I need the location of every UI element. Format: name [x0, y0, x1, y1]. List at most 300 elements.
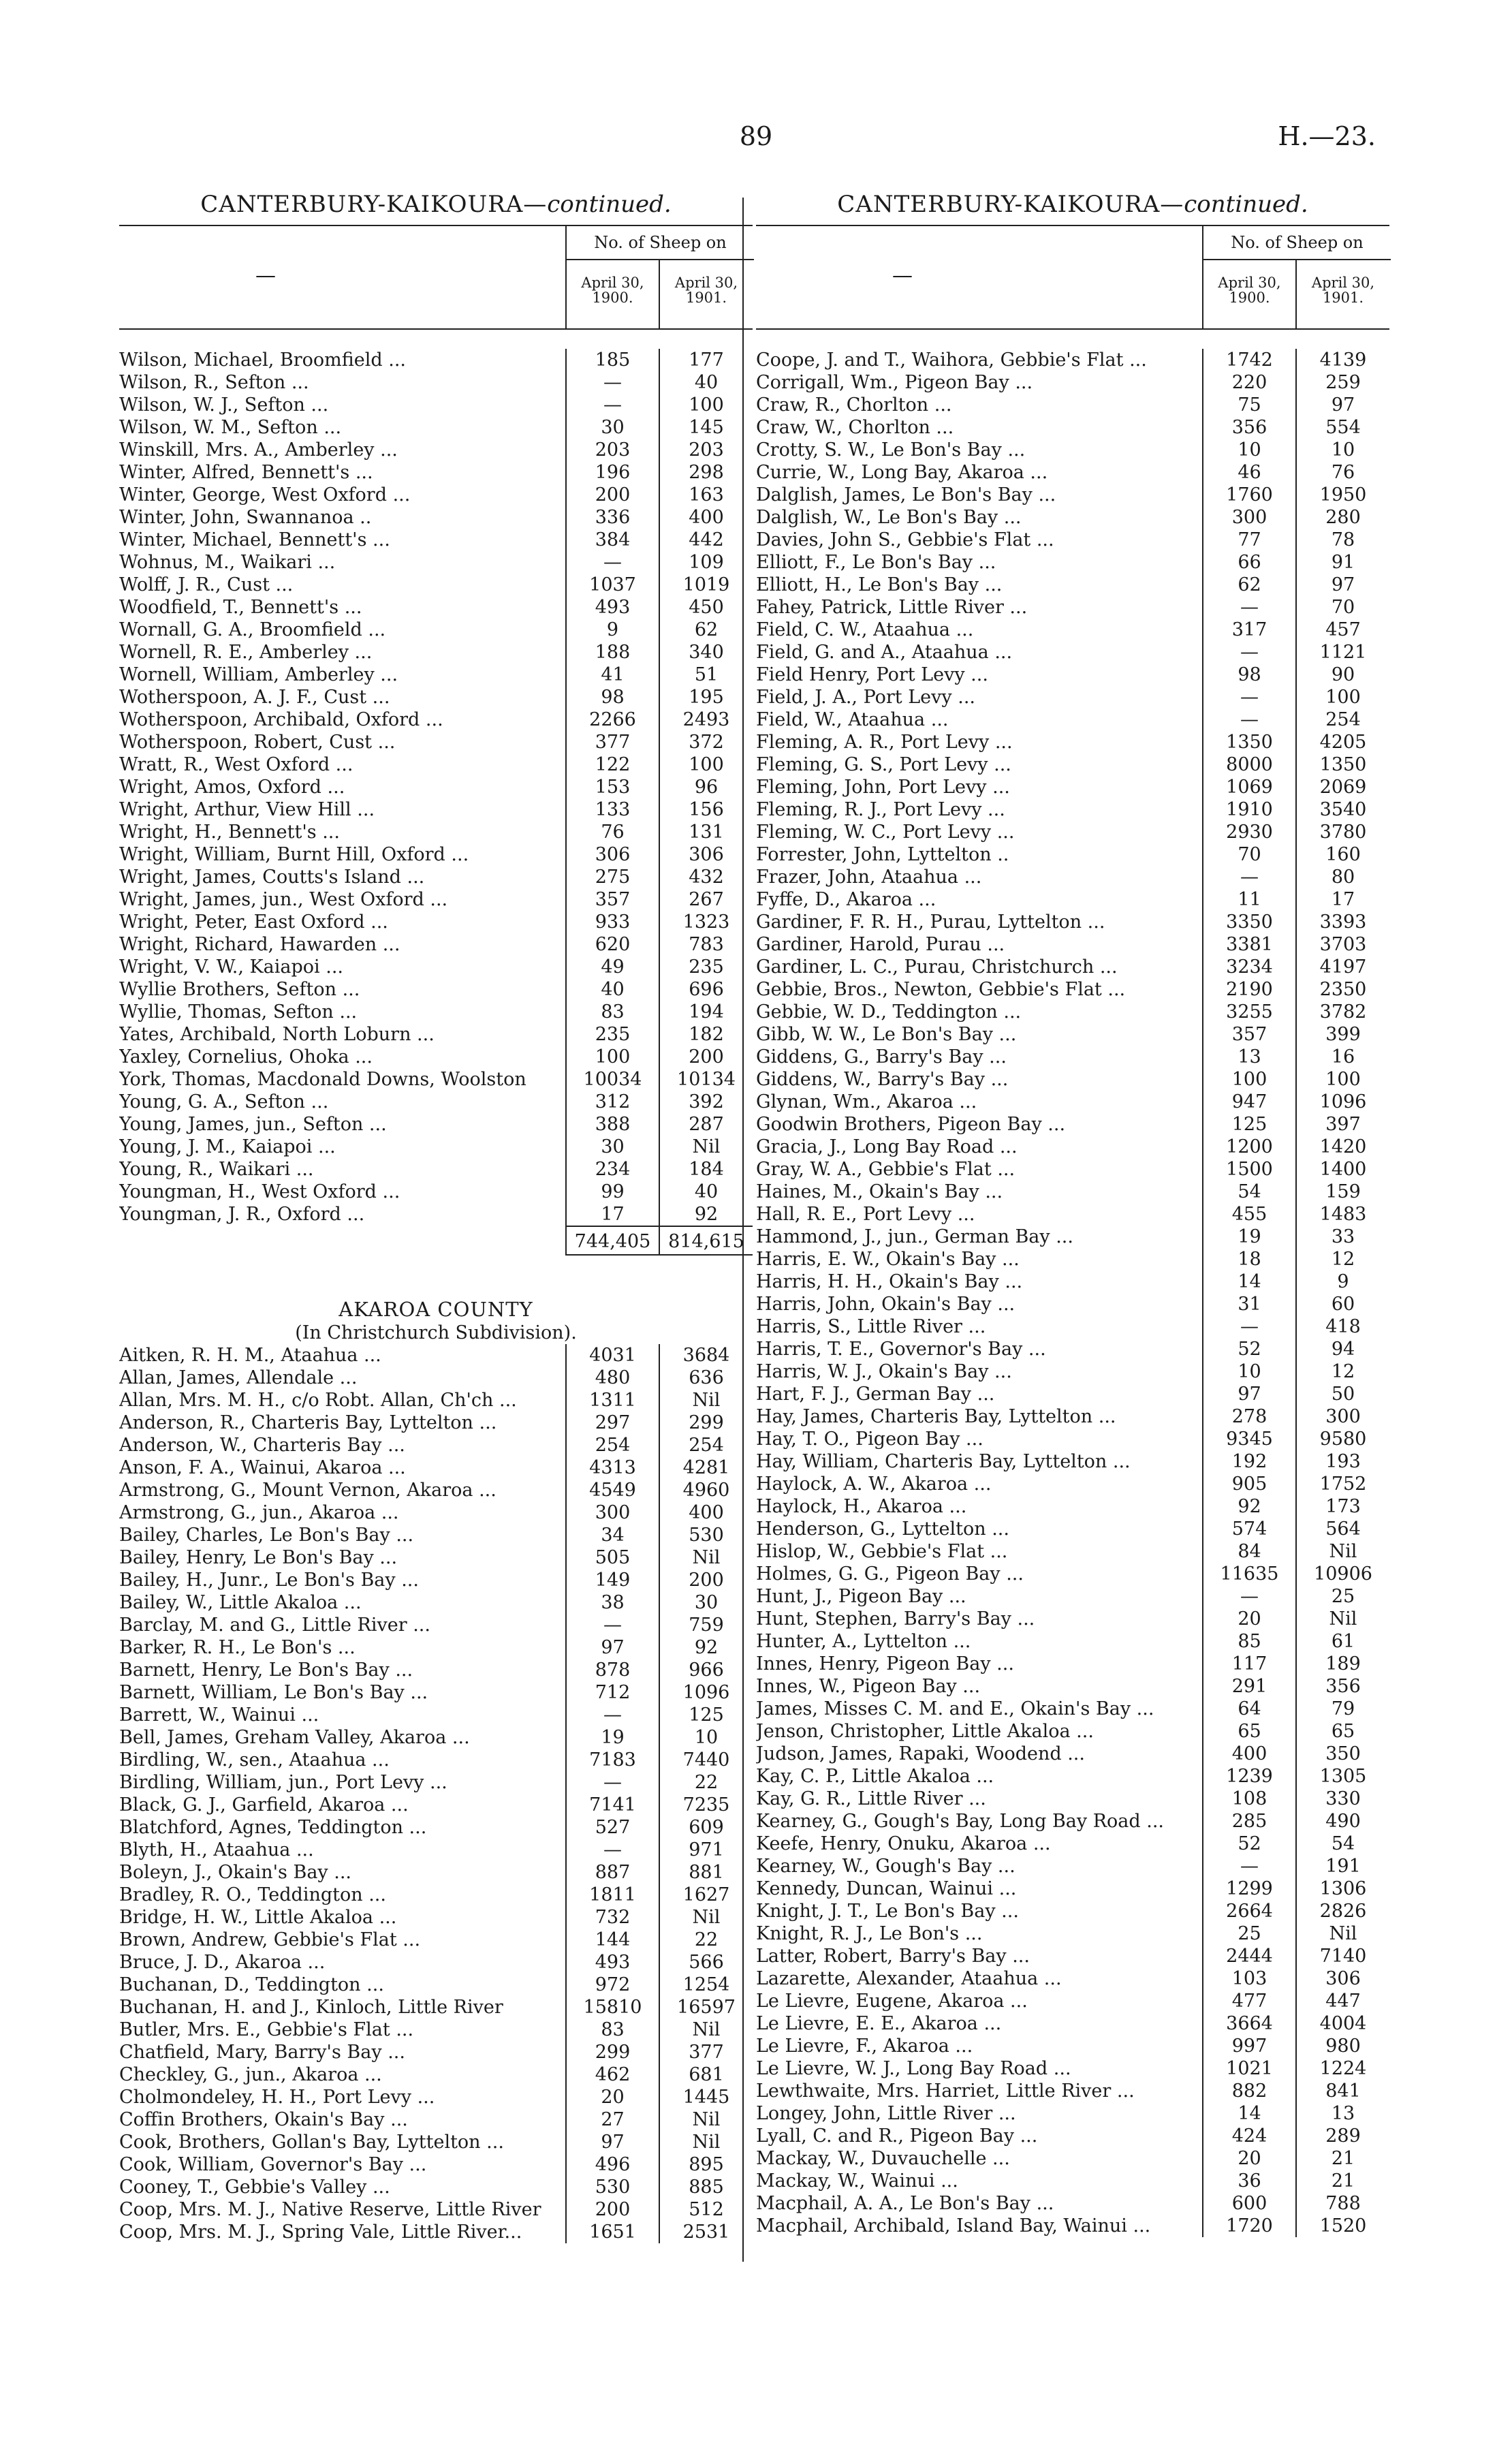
- owner-name: Field, W., Ataahua ...: [756, 709, 949, 730]
- owner-name: Hunt, J., Pigeon Bay ...: [756, 1586, 966, 1607]
- table-row: [119, 2041, 753, 2063]
- sheep-1900: 40: [565, 978, 659, 1001]
- sheep-1901: 2531: [659, 2221, 753, 2243]
- sheep-1900: 99: [565, 1181, 659, 1203]
- sheep-1900: 153: [565, 776, 659, 798]
- owner-name: Judson, James, Rapaki, Woodend ...: [756, 1743, 1085, 1764]
- sheep-1901: 447: [1295, 1990, 1389, 2012]
- county-heading: AKAROA COUNTY: [338, 1298, 533, 1321]
- left-table-body-2: [119, 1344, 753, 2243]
- sheep-1901: 156: [659, 798, 753, 821]
- sheep-1901: 191: [1295, 1855, 1389, 1877]
- owner-name: Butler, Mrs. E., Gebbie's Flat ...: [119, 2019, 414, 2040]
- owner-name: Winter, George, West Oxford ...: [119, 484, 411, 505]
- sheep-1901: 100: [1295, 686, 1389, 708]
- sheep-1900: 712: [565, 1681, 659, 1704]
- left-column: [119, 191, 753, 2243]
- table-row: [119, 1569, 753, 1591]
- owner-name: Giddens, G., Barry's Bay ...: [756, 1046, 1007, 1068]
- table-row: [756, 1922, 1389, 1945]
- owner-name: Kearney, W., Gough's Bay ...: [756, 1856, 1015, 1877]
- sheep-1901: 193: [1295, 1450, 1389, 1473]
- sheep-1900: 19: [565, 1726, 659, 1749]
- owner-name: Winskill, Mrs. A., Amberley ...: [119, 439, 398, 461]
- table-row: [756, 1788, 1389, 1810]
- sheep-1900: 7183: [565, 1749, 659, 1771]
- sheep-1900: 2266: [565, 708, 659, 731]
- sheep-1901: 3782: [1295, 1001, 1389, 1023]
- table-row: [756, 664, 1389, 686]
- sheep-1900: 477: [1202, 1990, 1295, 2012]
- table-row: [756, 821, 1389, 843]
- owner-name: Kearney, G., Gough's Bay, Long Bay Road ...: [756, 1811, 1165, 1832]
- sheep-1900: 878: [565, 1659, 659, 1681]
- owner-name: Giddens, W., Barry's Bay ...: [756, 1069, 1009, 1090]
- sheep-1900: 100: [565, 1046, 659, 1068]
- table-row: [119, 1389, 753, 1412]
- owner-name: Holmes, G. G., Pigeon Bay ...: [756, 1563, 1024, 1585]
- table-row: [119, 1412, 753, 1434]
- page-code: H.—23.: [1278, 121, 1376, 151]
- table-row: [756, 1091, 1389, 1113]
- table-row: [119, 1951, 753, 1974]
- sheep-1901: 298: [659, 461, 753, 484]
- table-row: [756, 1495, 1389, 1518]
- owner-name: Wright, Peter, East Oxford ...: [119, 911, 388, 933]
- sheep-1901: 10: [1295, 439, 1389, 461]
- owner-name: Bailey, H., Junr., Le Bon's Bay ...: [119, 1570, 419, 1591]
- sheep-1900: 1069: [1202, 776, 1295, 798]
- table-row: [119, 1344, 753, 1367]
- sheep-1901: 400: [659, 1501, 753, 1524]
- table-row: [756, 731, 1389, 753]
- owner-name: Macphail, Archibald, Island Bay, Wainui ...: [756, 2215, 1151, 2237]
- sheep-1900: 291: [1202, 1675, 1295, 1698]
- owner-name: Boleyn, J., Okain's Bay ...: [119, 1862, 351, 1883]
- sheep-1901: 92: [659, 1203, 753, 1226]
- owner-name: Harris, H. H., Okain's Bay ...: [756, 1271, 1023, 1292]
- table-row: [756, 776, 1389, 798]
- sheep-1900: 620: [565, 933, 659, 956]
- sheep-1901: Nil: [659, 1906, 753, 1929]
- sheep-1901: 13: [1295, 2102, 1389, 2125]
- sheep-1901: 287: [659, 1113, 753, 1136]
- table-row: [756, 2215, 1389, 2237]
- owner-name: Allan, James, Allendale ...: [119, 1367, 358, 1388]
- table-row: [119, 461, 753, 484]
- sheep-1900: 54: [1202, 1181, 1295, 1203]
- owner-name: Le Lievre, E. E., Akaroa ...: [756, 2013, 1002, 2034]
- sheep-1900: 297: [565, 1412, 659, 1434]
- owner-name: Jenson, Christopher, Little Akaloa ...: [756, 1721, 1094, 1742]
- sheep-1901: 40: [659, 1181, 753, 1203]
- table-row: [119, 641, 753, 664]
- sheep-1901: 79: [1295, 1698, 1389, 1720]
- heading-main: CANTERBURY-KAIKOURA—: [837, 191, 1184, 218]
- sheep-1900: 220: [1202, 371, 1295, 394]
- owner-name: Fleming, R. J., Port Levy ...: [756, 799, 1005, 820]
- sheep-1901: 21: [1295, 2147, 1389, 2170]
- table-row: [119, 843, 753, 866]
- table-row: [756, 1293, 1389, 1315]
- sheep-1900: 13: [1202, 1046, 1295, 1068]
- sheep-1901: 442: [659, 529, 753, 551]
- table-row: [119, 1068, 753, 1091]
- table-row: [756, 1833, 1389, 1855]
- table-row: [119, 1501, 753, 1524]
- sheep-1900: —: [565, 371, 659, 394]
- table-row: [119, 1181, 753, 1203]
- sheep-1901: 30: [659, 1591, 753, 1614]
- sheep-1900: 19: [1202, 1226, 1295, 1248]
- sheep-1901: 50: [1295, 1383, 1389, 1405]
- table-row: [756, 1450, 1389, 1473]
- owner-name: Barker, R. H., Le Bon's ...: [119, 1637, 356, 1658]
- owner-name: Wilson, W. J., Sefton ...: [119, 394, 329, 416]
- sheep-1901: Nil: [659, 2019, 753, 2041]
- sheep-1901: 40: [659, 371, 753, 394]
- sheep-1900: 17: [565, 1203, 659, 1226]
- sheep-1900: 100: [1202, 1068, 1295, 1091]
- header-name-dash: —: [892, 264, 913, 287]
- table-row: [119, 551, 753, 574]
- table-row: [119, 933, 753, 956]
- owner-name: Gibb, W. W., Le Bon's Bay ...: [756, 1024, 1017, 1045]
- sheep-1901: 1950: [1295, 484, 1389, 506]
- table-row: [756, 1405, 1389, 1428]
- owner-name: Fleming, W. C., Port Levy ...: [756, 822, 1015, 843]
- owner-name: Wright, William, Burnt Hill, Oxford ...: [119, 844, 469, 865]
- sheep-1900: 97: [565, 2131, 659, 2153]
- sheep-1900: 4031: [565, 1344, 659, 1367]
- sheep-1900: 98: [565, 686, 659, 708]
- sheep-1900: —: [1202, 641, 1295, 664]
- owner-name: Coffin Brothers, Okain's Bay ...: [119, 2109, 408, 2130]
- sheep-1901: 78: [1295, 529, 1389, 551]
- owner-name: Youngman, J. R., Oxford ...: [119, 1204, 365, 1225]
- sheep-1901: 696: [659, 978, 753, 1001]
- sheep-1901: 94: [1295, 1338, 1389, 1360]
- sheep-1901: Nil: [659, 1389, 753, 1412]
- owner-name: Wright, James, Coutts's Island ...: [119, 867, 425, 888]
- sheep-1901: 2350: [1295, 978, 1389, 1001]
- table-row: [756, 1945, 1389, 1967]
- table-row: [119, 821, 753, 843]
- owner-name: Hay, T. O., Pigeon Bay ...: [756, 1429, 983, 1450]
- sheep-1901: 306: [659, 843, 753, 866]
- sheep-1900: 3234: [1202, 956, 1295, 978]
- table-row: [119, 1794, 753, 1816]
- table-row: [119, 2221, 753, 2243]
- sheep-1900: 9: [565, 619, 659, 641]
- sheep-1900: 27: [565, 2108, 659, 2131]
- owner-name: Winter, Michael, Bennett's ...: [119, 529, 390, 550]
- owner-name: Harris, S., Little River ...: [756, 1316, 986, 1337]
- sheep-1900: —: [565, 1771, 659, 1794]
- sheep-1901: 12: [1295, 1360, 1389, 1383]
- owner-name: Dalglish, W., Le Bon's Bay ...: [756, 507, 1022, 528]
- owner-name: Anderson, W., Charteris Bay ...: [119, 1435, 405, 1456]
- sheep-1901: 80: [1295, 866, 1389, 888]
- owner-name: Wyllie Brothers, Sefton ...: [119, 979, 360, 1000]
- owner-name: Gebbie, Bros., Newton, Gebbie's Flat ...: [756, 979, 1126, 1000]
- owner-name: Anderson, R., Charteris Bay, Lyttelton ...: [119, 1412, 497, 1433]
- table-row: [756, 2102, 1389, 2125]
- sheep-1901: 4139: [1295, 349, 1389, 371]
- owner-name: Barnett, Henry, Le Bon's Bay ...: [119, 1659, 413, 1681]
- sheep-1901: 1323: [659, 911, 753, 933]
- table-row: [119, 506, 753, 529]
- owner-name: Fleming, John, Port Levy ...: [756, 777, 1010, 798]
- sheep-1900: 1720: [1202, 2215, 1295, 2237]
- owner-name: Le Lievre, F., Akaroa ...: [756, 2036, 973, 2057]
- table-row: [756, 888, 1389, 911]
- owner-name: Frazer, John, Ataahua ...: [756, 867, 982, 888]
- sheep-1901: 195: [659, 686, 753, 708]
- sheep-1901: 450: [659, 596, 753, 619]
- sheep-1901: 330: [1295, 1788, 1389, 1810]
- sheep-1900: 357: [565, 888, 659, 911]
- table-row: [756, 619, 1389, 641]
- table-row: [119, 1816, 753, 1839]
- sheep-1900: 4313: [565, 1456, 659, 1479]
- table-row: [119, 1434, 753, 1456]
- page-number: 89: [739, 121, 773, 151]
- table-row: [756, 1428, 1389, 1450]
- sheep-1900: 882: [1202, 2080, 1295, 2102]
- sheep-1901: 16597: [659, 1996, 753, 2019]
- owner-name: Corrigall, Wm., Pigeon Bay ...: [756, 372, 1033, 393]
- sheep-1900: 7141: [565, 1794, 659, 1816]
- sheep-1900: 144: [565, 1929, 659, 1951]
- sheep-1901: 125: [659, 1704, 753, 1726]
- table-row: [119, 574, 753, 596]
- owner-name: Armstrong, G., Mount Vernon, Akaroa ...: [119, 1480, 497, 1501]
- table-row: [756, 2170, 1389, 2192]
- owner-name: Wyllie, Thomas, Sefton ...: [119, 1001, 358, 1023]
- table-row: [119, 956, 753, 978]
- owner-name: Currie, W., Long Bay, Akaroa ...: [756, 462, 1048, 483]
- owner-name: Goodwin Brothers, Pigeon Bay ...: [756, 1114, 1066, 1135]
- sheep-1900: 312: [565, 1091, 659, 1113]
- owner-name: Winter, Alfred, Bennett's ...: [119, 462, 373, 483]
- sheep-1900: 972: [565, 1974, 659, 1996]
- table-row: [756, 686, 1389, 708]
- owner-name: Lyall, C. and R., Pigeon Bay ...: [756, 2125, 1038, 2147]
- owner-name: Wornell, William, Amberley ...: [119, 664, 398, 685]
- table-row: [119, 1884, 753, 1906]
- table-row: [756, 506, 1389, 529]
- table-row: [756, 641, 1389, 664]
- owner-name: Wohnus, M., Waikari ...: [119, 552, 336, 573]
- sheep-1900: —: [1202, 866, 1295, 888]
- owner-name: Wright, Amos, Oxford ...: [119, 777, 345, 798]
- owner-name: York, Thomas, Macdonald Downs, Woolston: [119, 1069, 526, 1090]
- owner-name: Fleming, G. S., Port Levy ...: [756, 754, 1011, 775]
- owner-name: Elliott, H., Le Bon's Bay ...: [756, 574, 1003, 595]
- table-row: [756, 708, 1389, 731]
- sheep-1901: 377: [659, 2041, 753, 2063]
- owner-name: Hunter, A., Lyttelton ...: [756, 1631, 971, 1652]
- table-row: [119, 798, 753, 821]
- sheep-1901: 3703: [1295, 933, 1389, 956]
- sheep-1901: 65: [1295, 1720, 1389, 1743]
- owner-name: Woodfield, T., Bennett's ...: [119, 597, 362, 618]
- sheep-1901: 564: [1295, 1518, 1389, 1540]
- sheep-1900: 10034: [565, 1068, 659, 1091]
- owner-name: Young, J. M., Kaiapoi ...: [119, 1136, 336, 1157]
- sheep-1901: 372: [659, 731, 753, 753]
- table-row: [756, 1990, 1389, 2012]
- sheep-1900: 377: [565, 731, 659, 753]
- owner-name: Armstrong, G., jun., Akaroa ...: [119, 1502, 399, 1523]
- sheep-1900: 11635: [1202, 1563, 1295, 1585]
- sheep-1900: 2930: [1202, 821, 1295, 843]
- sheep-1900: —: [1202, 686, 1295, 708]
- right-column: [756, 191, 1389, 2237]
- table-row: [756, 394, 1389, 416]
- sheep-1900: 3255: [1202, 1001, 1295, 1023]
- table-row: [756, 2057, 1389, 2080]
- owner-name: Wotherspoon, A. J. F., Cust ...: [119, 687, 390, 708]
- table-row: [756, 1967, 1389, 1990]
- sheep-1901: 1752: [1295, 1473, 1389, 1495]
- table-row: [119, 2108, 753, 2131]
- sheep-1901: 97: [1295, 574, 1389, 596]
- table-row: [756, 1720, 1389, 1743]
- sheep-1901: 3540: [1295, 798, 1389, 821]
- sheep-1901: 259: [1295, 371, 1389, 394]
- table-row: [756, 956, 1389, 978]
- header-date-1901: April 30, 1901.: [1295, 260, 1389, 328]
- sheep-1901: 457: [1295, 619, 1389, 641]
- table-row: [119, 439, 753, 461]
- table-row: [119, 911, 753, 933]
- owner-name: Anson, F. A., Wainui, Akaroa ...: [119, 1457, 406, 1478]
- table-row: [756, 1630, 1389, 1653]
- sheep-1901: 109: [659, 551, 753, 574]
- sheep-1901: 895: [659, 2153, 753, 2176]
- sheep-1901: 980: [1295, 2035, 1389, 2057]
- sheep-1900: 306: [565, 843, 659, 866]
- sheep-1900: 997: [1202, 2035, 1295, 2057]
- table-row: [756, 866, 1389, 888]
- sheep-1900: 36: [1202, 2170, 1295, 2192]
- owner-name: Bailey, W., Little Akaloa ...: [119, 1592, 362, 1613]
- sheep-1900: 2190: [1202, 978, 1295, 1001]
- sheep-1901: 173: [1295, 1495, 1389, 1518]
- sheep-1901: 3393: [1295, 911, 1389, 933]
- sheep-1900: 122: [565, 753, 659, 776]
- header-name-dash: —: [255, 264, 276, 287]
- sheep-1901: 177: [659, 349, 753, 371]
- sheep-1900: 62: [1202, 574, 1295, 596]
- sheep-1901: 788: [1295, 2192, 1389, 2215]
- owner-name: Crotty, S. W., Le Bon's Bay ...: [756, 439, 1026, 461]
- owner-name: Haines, M., Okain's Bay ...: [756, 1181, 1003, 1202]
- sheep-1901: 10906: [1295, 1563, 1389, 1585]
- owner-name: Wright, Richard, Hawarden ...: [119, 934, 400, 955]
- sheep-1900: 4549: [565, 1479, 659, 1501]
- sheep-1901: 22: [659, 1771, 753, 1794]
- sheep-1900: 97: [565, 1636, 659, 1659]
- table-row: [119, 1001, 753, 1023]
- owner-name: Yaxley, Cornelius, Ohoka ...: [119, 1046, 373, 1068]
- sheep-1900: —: [565, 1614, 659, 1636]
- sheep-1900: 31: [1202, 1293, 1295, 1315]
- owner-name: Wright, H., Bennett's ...: [119, 822, 340, 843]
- right-column-heading: [756, 191, 1389, 225]
- sheep-1901: 9580: [1295, 1428, 1389, 1450]
- sheep-1900: 317: [1202, 619, 1295, 641]
- sheep-1901: 4205: [1295, 731, 1389, 753]
- owner-name: Lewthwaite, Mrs. Harriet, Little River ...: [756, 2081, 1135, 2102]
- table-row: [119, 1659, 753, 1681]
- sheep-1901: 1350: [1295, 753, 1389, 776]
- sheep-1901: 100: [1295, 1068, 1389, 1091]
- left-column-heading: [119, 191, 753, 225]
- table-row: [119, 1091, 753, 1113]
- sheep-1900: 574: [1202, 1518, 1295, 1540]
- sheep-1900: 275: [565, 866, 659, 888]
- table-row: [756, 1158, 1389, 1181]
- sheep-1901: 12: [1295, 1248, 1389, 1271]
- table-row: [119, 1636, 753, 1659]
- sheep-1900: 947: [1202, 1091, 1295, 1113]
- sheep-1901: 9: [1295, 1271, 1389, 1293]
- table-row: [756, 1315, 1389, 1338]
- sheep-1901: Nil: [659, 2131, 753, 2153]
- sheep-1900: —: [565, 394, 659, 416]
- owner-name: Hay, James, Charteris Bay, Lyttelton ...: [756, 1406, 1116, 1427]
- table-row: [119, 888, 753, 911]
- table-row: [756, 416, 1389, 439]
- table-row: [119, 2153, 753, 2176]
- sheep-1901: 971: [659, 1839, 753, 1861]
- sheep-1900: 9345: [1202, 1428, 1295, 1450]
- sheep-1900: 300: [565, 1501, 659, 1524]
- sheep-1901: 1224: [1295, 2057, 1389, 2080]
- sheep-1901: 235: [659, 956, 753, 978]
- table-row: [119, 1023, 753, 1046]
- sheep-1901: 3684: [659, 1344, 753, 1367]
- owner-name: Bruce, J. D., Akaroa ...: [119, 1952, 326, 1973]
- sheep-1900: 1742: [1202, 349, 1295, 371]
- sheep-1901: 2069: [1295, 776, 1389, 798]
- sheep-1900: 103: [1202, 1967, 1295, 1990]
- sheep-1900: 356: [1202, 416, 1295, 439]
- sheep-1901: 16: [1295, 1046, 1389, 1068]
- sheep-1901: 306: [1295, 1967, 1389, 1990]
- sheep-1900: 75: [1202, 394, 1295, 416]
- sheep-1901: 609: [659, 1816, 753, 1839]
- sheep-1900: 235: [565, 1023, 659, 1046]
- sheep-1901: 91: [1295, 551, 1389, 574]
- sheep-1901: 203: [659, 439, 753, 461]
- table-row: [119, 1158, 753, 1181]
- sheep-1901: 25: [1295, 1585, 1389, 1608]
- sheep-1900: 76: [565, 821, 659, 843]
- sheep-1901: 3780: [1295, 821, 1389, 843]
- sheep-1901: 145: [659, 416, 753, 439]
- owner-name: Checkley, G., jun., Akaroa ...: [119, 2064, 382, 2085]
- table-row: [756, 933, 1389, 956]
- sheep-1901: 51: [659, 664, 753, 686]
- sheep-1900: 300: [1202, 506, 1295, 529]
- table-row: [756, 2035, 1389, 2057]
- table-row: [119, 1203, 753, 1226]
- sheep-1900: 3664: [1202, 2012, 1295, 2035]
